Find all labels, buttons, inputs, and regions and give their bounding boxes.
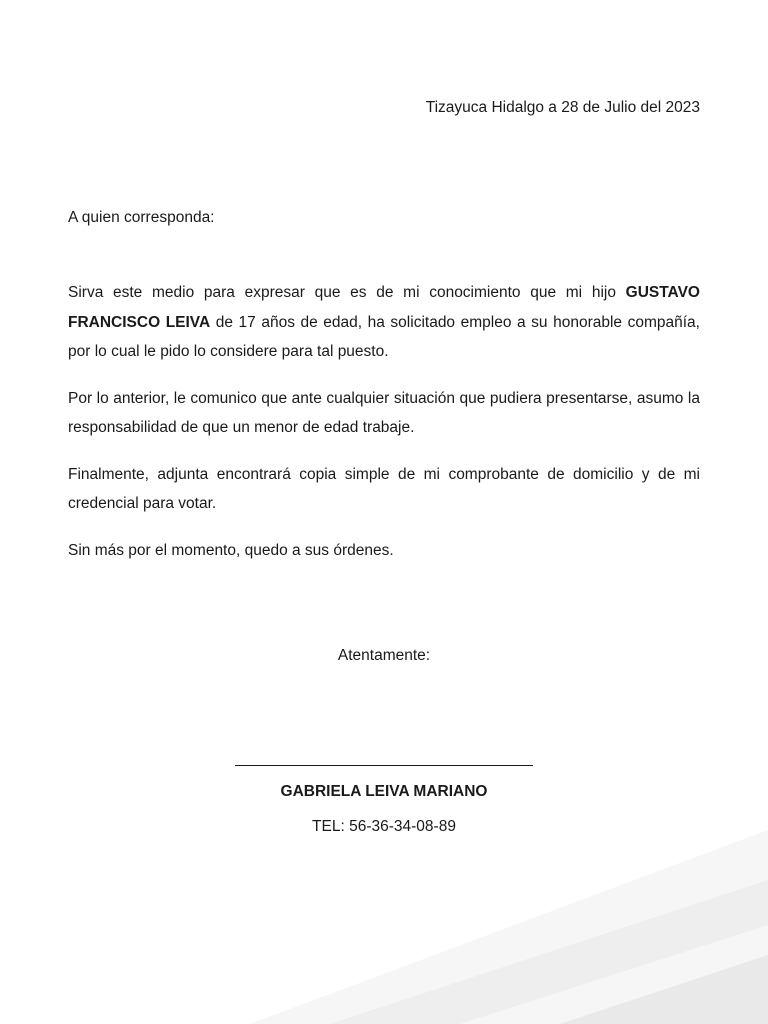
date-line: Tizayuca Hidalgo a 28 de Julio del 2023	[425, 99, 700, 116]
paragraph-request-intro: Sirva este medio para expresar que es de mi conocimiento que mi hijo	[68, 284, 626, 301]
child-name: GUSTAVO FRANCISCO LEIVA	[68, 284, 700, 331]
paragraph-attachments: Finalmente, adjunta encontrará copia simple de mi comprobante de domicilio y de mi credencial para votar.	[68, 465, 700, 512]
closing: Atentamente:	[337, 647, 431, 664]
paragraph-responsibility: Por lo anterior, le comunico que ante cualquier situación que pudiera presentarse, asumo la responsabilidad de que un menor de edad trabaje.	[68, 389, 700, 436]
signer-phone: TEL: 56-36-34-08-89	[312, 818, 456, 835]
salutation: A quien corresponda:	[68, 209, 215, 226]
signature-line	[235, 765, 533, 766]
paragraph-request	[68, 278, 700, 367]
paragraph-request-rest: de 17 años de edad, ha solicitado empleo a su honorable compañía, por lo cual le pido lo considere para tal puesto.	[68, 313, 700, 360]
paragraph-farewell: Sin más por el momento, quedo a sus órdenes.	[68, 541, 394, 559]
signer-name: GABRIELA LEIVA MARIANO	[280, 783, 488, 800]
letter-body	[68, 278, 700, 582]
